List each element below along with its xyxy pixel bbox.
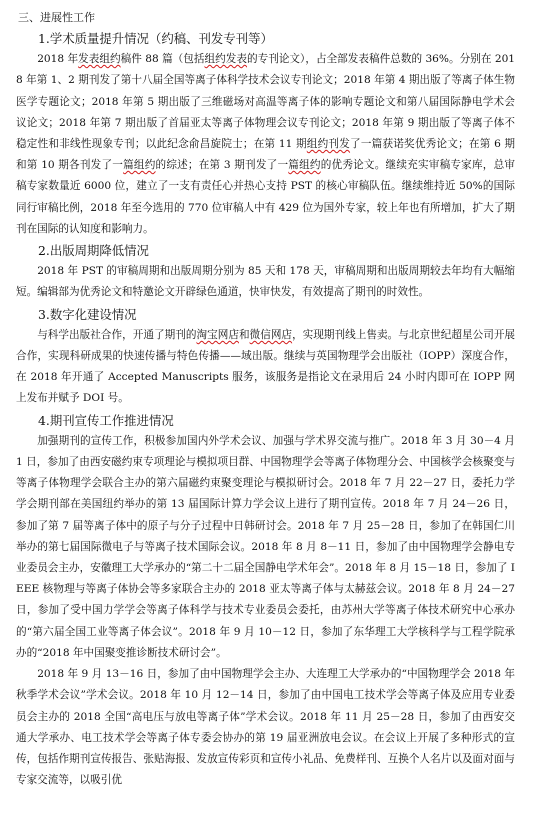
heading-cycle: 2.出版周期降低情况: [38, 243, 149, 259]
section-title: 三、进展性工作: [18, 11, 95, 24]
spellcheck-underline: 篇组约: [123, 159, 156, 172]
spellcheck-underline: 微信网店: [249, 328, 293, 341]
paragraph-promotion-2: 2018 年 9 月 13－16 日，参加了由中国物理学会主办、大连理工大学承办的“中国物理学会 2018 年秋季学术会议”学术会议。2018 年 10 月 12－14 日，参加了由中国电工技术学会等离子体及应用专业委员会主办的 2018 全国“高电压与放电等离子体”学术会议。2018 年 11 月 25－28 日，参加了由西安交通大学承办、电工技术学会等离子体专委会协办的第 19 届亚洲放电会议。在会议上开展了多种形式的宣传，包括作期刊宣传报告、张贴海报、发放宣传彩页和宣传小礼品、免费样刊、互换个人名片以及面对面与专家交流等，以吸引优: [16, 668, 515, 787]
paragraph-quality: 2018 年发表组约稿件 88 篇（包括组约发表的专刊论文），占全部发表稿件总数的 36%。分别在 2018 年第 1、2 期刊发了第十八届全国等离子体科学技术会议专刊论文；2018 年第 4 期出版了等离子体生物医学专题论文；2018 年第 5 期出版了三维磁场对高温等离子体的影响专题论文和第八届国际静电学术会议论文；2018 年第 7 期出版了首届亚太等离子体物理会议专刊论文；2018 年第 9 期出版了等离子体不稳定性和非线性现象专刊；以此纪念俞昌旋院士；在第 11 期组约刊发了一篇获诺奖优秀论文；在第 6 期和第 10 期各刊发了一篇组约的综述；在第 3 期刊发了一篇组约的优秀论文。继续充实审稿专家库，总审稿专家数量近 6000 位，建立了一支有责任心并热心支持 PST 的核心审稿队伍。继续维持近 50%的国际同行审稿比例，2018 年至今选用的 770 位审稿人中有 429 位为国外专家，较上年也有所增加，扩大了期刊在国际的认知度和影响力。: [16, 53, 516, 235]
spellcheck-underline: 组约发表: [204, 53, 247, 66]
paragraph-cycle: 2018 年 PST 的审稿周期和出版周期分别为 85 天和 178 天，审稿周期和出版周期较去年均有大幅缩短。编辑部为优秀论文和特邀论文开辟绿色通道，快审快发，有效提高了期刊的时效性。: [16, 265, 515, 299]
spellcheck-underline: 淘宝网店: [196, 328, 239, 341]
spellcheck-underline: 组约刊发: [306, 138, 351, 151]
spellcheck-underline: 篇组约: [288, 159, 321, 172]
heading-digital: 3.数字化建设情况: [38, 306, 137, 322]
spellcheck-underline: 发表组约: [78, 53, 121, 66]
paragraph-promotion-1: 加强期刊的宣传工作，积极参加国内外学术会议、加强与学术界交流与推广。2018 年 3 月 30－4 月 1 日，参加了由西安磁约束专项理论与模拟项目群、中国物理学会等离子体物理分会、中国核学会核聚变与等离子体物理学会联合主办的第六届磁约束聚变理论与模拟研讨会。2018 年 7 月 22－27 日，委托力学学会期刊部在美国纽约举办的第 13 届国际计算力学会议上进行了期刊宣传。2018 年 7 月 24－26 日，参加了第 7 届等离子体中的原子与分子过程中日韩研讨会。2018 年 7 月 25－28 日，参加了在韩国仁川举办的第七届国际微电子与等离子技术国际会议。2018 年 8 月 8－11 日，参加了由中国物理学会静电专业委员会主办，安徽理工大学承办的“第二十二届全国静电学术年会”。2018 年 8 月 15－18 日，参加了 IEEE 核物理与等离子体协会等多家联合主办的 2018 亚太等离子体与太赫兹会议。2018 年 8 月 24－27 日，参加了受中国力学学会等离子体科学与技术专业委员会委托，由苏州大学等离子体技术研究中心承办的“第六届全国工业等离子体会议”。2018 年 9 月 10－12 日，参加了东华理工大学核科学与工程学院承办的“2018 年中国聚变推诊断技术研讨会”。: [16, 434, 515, 659]
paragraph-digital: 与科学出版社合作，开通了期刊的淘宝网店和微信网店，实现期刊线上售卖。与北京世纪超星公司开展合作，实现科研成果的快速传播与特色传播——域出版。继续与英国物理学会出版社（IOPP）深度合作，在 2018 年开通了 Accepted Manuscripts 服务，该服务是指论文在录用后 24 小时内即可在 IOPP 网上发布并赋予 DOI 号。: [16, 328, 516, 405]
heading-promotion: 4.期刊宣传工作推进情况: [38, 412, 174, 428]
heading-quality: 1.学术质量提升情况（约稿、刊发专刊等）: [38, 31, 273, 46]
